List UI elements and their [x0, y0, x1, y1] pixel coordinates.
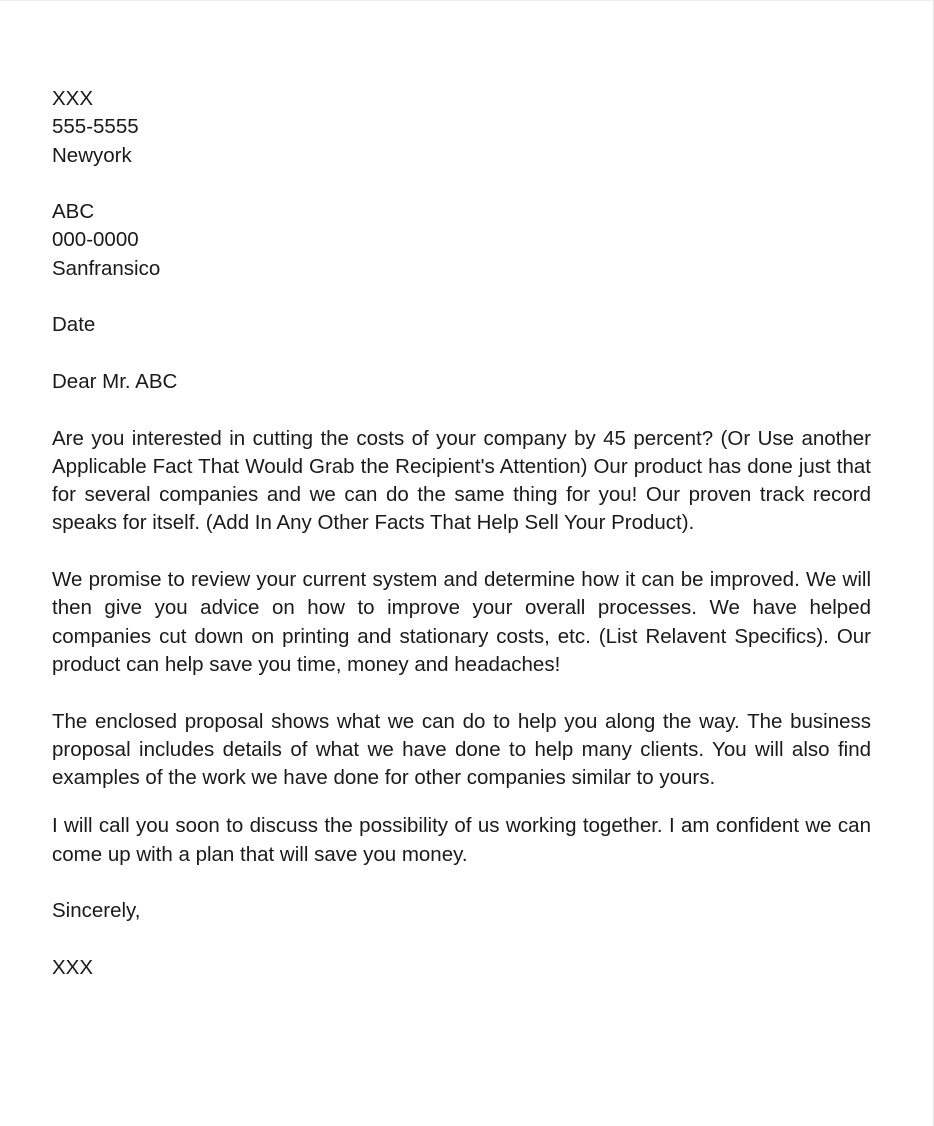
recipient-name: ABC — [52, 200, 95, 224]
recipient-phone: 000-0000 — [52, 228, 139, 252]
signature — [52, 954, 871, 982]
body-paragraph-2: We promise to review your current system and determine how it can be improved. We will then give you advice on how to improve your overall processes. We have helped companies cut down on printing and stationary costs, etc. (List Relavent Specifics). Our product can help save you time, money and headaches! — [52, 568, 871, 676]
sender-name: XXX — [52, 87, 94, 110]
sender-address — [52, 85, 871, 170]
salutation — [52, 368, 871, 396]
closing-text: Sincerely, — [52, 899, 141, 923]
signature-text: XXX — [52, 955, 94, 979]
date-text: Date — [52, 313, 96, 337]
body-paragraph-3: The enclosed proposal shows what we can do to help you along the way. The business proposal includes details of what we have done to help many clients. You will also find examples of the work we have done for other companies similar to yours. — [52, 709, 871, 790]
body-paragraph-4: I will call you soon to discuss the possibility of us working together. I am confident we can come up with a plan that will save you money. — [52, 814, 871, 866]
sender-city: Newyork — [52, 143, 132, 167]
salutation-text: Dear Mr. ABC — [52, 369, 178, 393]
recipient-city: Sanfransico — [52, 256, 161, 280]
closing — [52, 897, 871, 925]
body-paragraph-1: Are you interested in cutting the costs of your company by 45 percent? (Or Use another Applicable Fact That Would Grab the Recipient's Attention) Our product has done just that for several companies and we can do the same thing for you! Our proven track record speaks for itself. (Add In Any Other Facts That Help Sell Your Product). — [52, 426, 871, 535]
letter-date — [52, 311, 871, 339]
letter-body — [52, 85, 871, 982]
recipient-address — [52, 198, 871, 283]
sender-phone: 555-5555 — [52, 115, 139, 139]
